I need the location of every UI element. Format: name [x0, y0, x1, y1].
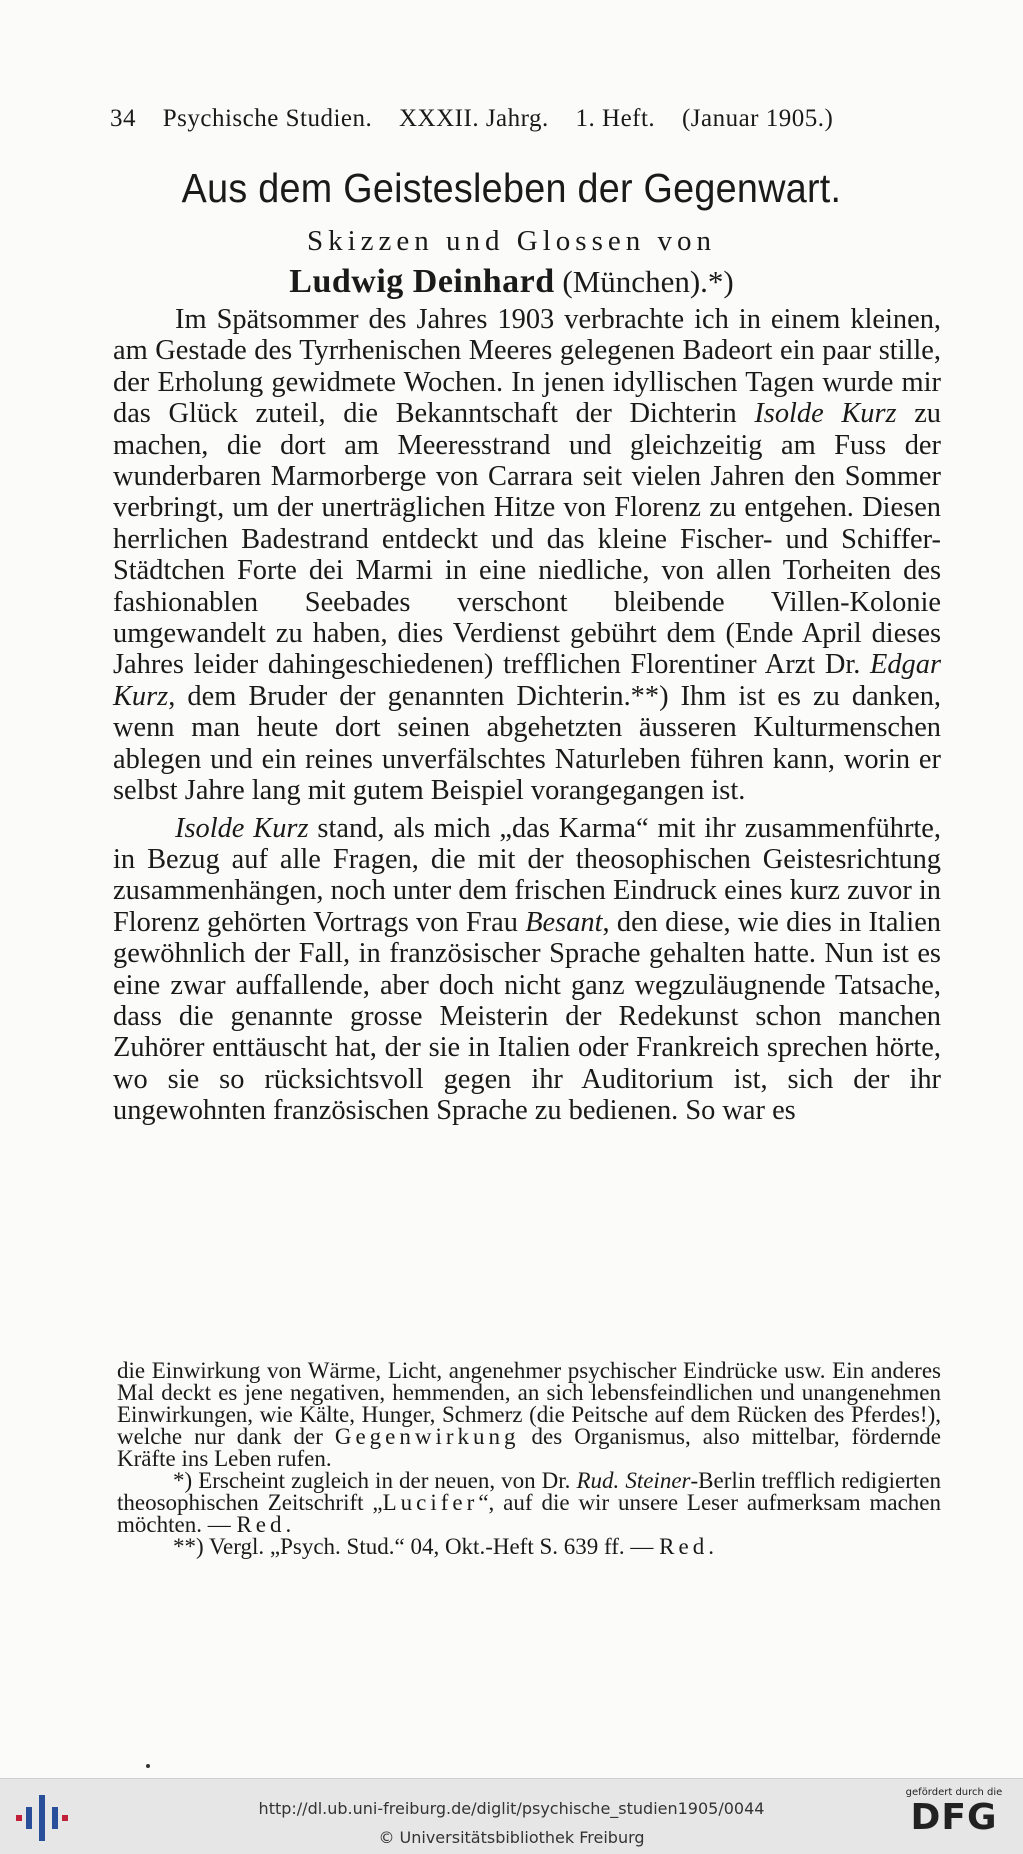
- dfg-logo: [899, 1787, 1009, 1849]
- person-name: Besant: [525, 906, 603, 938]
- article-title: Aus dem Geistesleben der Gegenwart.: [181, 165, 842, 211]
- footnote-2: **) Vergl. „Psych. Stud.“ 04, Okt.-Heft S. 639 ff. — Red.: [173, 1534, 718, 1559]
- running-header: [110, 105, 910, 133]
- article-body: [113, 304, 941, 1127]
- viewer-footer: [0, 1778, 1023, 1854]
- permalink-url[interactable]: http://dl.ub.uni-freiburg.de/diglit/psychische_studien1905/0044: [258, 1799, 765, 1818]
- author-name: Ludwig Deinhard: [289, 263, 555, 300]
- person-name: Edgar Kurz: [113, 649, 941, 712]
- person-name: Isolde Kurz: [754, 398, 897, 430]
- journal-name: Psychische Studien.: [162, 105, 373, 132]
- dfg-tagline: gefördert durch die: [905, 1787, 1003, 1798]
- author-suffix: (München).*): [562, 264, 734, 299]
- author-line: [0, 263, 1023, 301]
- footnote-continuation: die Einwirkung von Wärme, Licht, angenehmer psychischer Eindrücke usw. Ein anderes Mal deckt es jene negativen, hemmenden, an sich lebensfeindlichen und unangenehmen Einwirkungen, wie Kälte, Hunger, Schmerz (die Peitsche auf dem Rücken des Pferdes!), welche nur dank der Gegenwirkung des Organismus, also mittelbar, fördernde Kräfte ins Leben rufen.: [117, 1358, 941, 1471]
- dfg-wordmark: DFG: [910, 1797, 998, 1838]
- issue: 1. Heft.: [575, 105, 656, 132]
- paragraph-1: Im Spätsommer des Jahres 1903 verbrachte ich in einem kleinen, am Gestade des Tyrrhenischen Meeres gelegenen Badeort ein paar stille, der Erholung gewidmete Wochen. In jenen idyllischen Tagen wurde mir das Glück zuteil, die Bekanntschaft der Dichterin Isolde Kurz zu machen, die dort am Meeresstrand und gleichzeitig am Fuss der wunderbaren Marmorberge von Carrara seit vielen Jahren den Sommer verbringt, um der unerträglichen Hitze von Florenz zu entgehen. Diesen herrlichen Badestrand entdeckt und das kleine Fischer- und Schiffer-Städtchen Forte dei Marmi in eine niedliche, von allen Torheiten des fashionablen Seebades verschont bleibende Villen-Kolonie umgewandelt zu haben, dies Verdienst gebührt dem (Ende April dieses Jahres leider dahingeschiedenen) trefflichen Florentiner Arzt Dr. Edgar Kurz, dem Bruder der genannten Dichterin.**) Ihm ist es zu danken, wenn man heute dort seinen abgehetzten äusseren Kulturmenschen ablegen und ein reines unverfälschtes Naturleben führen kann, worin er selbst Jahre lang mit gutem Beispiel vorangegangen ist.: [113, 304, 942, 807]
- person-name: Isolde Kurz: [175, 812, 309, 844]
- volume: XXXII. Jahrg.: [399, 105, 549, 132]
- copyright-notice: © Universitätsbibliothek Freiburg: [378, 1828, 645, 1847]
- article-subtitle: Skizzen und Glossen von: [307, 225, 716, 257]
- footnote-1: *) Erscheint zugleich in der neuen, von Dr. Rud. Steiner-Berlin trefflich redigierten theosophischen Zeitschrift „Lucifer“, auf die wir unsere Leser aufmerksam machen möchten. — Red.: [117, 1468, 941, 1537]
- stray-mark: [146, 1764, 150, 1768]
- issue-date: (Januar 1905.): [681, 105, 834, 132]
- paragraph-2: Isolde Kurz stand, als mich „das Karma“ mit ihr zusammenführte, in Bezug auf alle Fragen, die mit der theosophischen Geistesrichtung zusammenhängen, noch unter dem frischen Eindruck eines kurz zuvor in Florenz gehörten Vortrags von Frau Besant, den diese, wie dies in Italien gewöhnlich der Fall, in französischer Sprache gehalten hatte. Nun ist es eine zwar auffallende, aber doch nicht ganz wegzuläugnende Tatsache, dass die genannte grosse Meisterin der Redekunst schon manchen Zuhörer enttäuscht hat, der sie in Italien oder Frankreich sprechen hörte, wo sie so rücksichtsvoll gegen ihr Auditorium ist, sich der ihr ungewohnten französischen Sprache zu bedienen. So war es: [113, 812, 941, 1127]
- footnotes: [117, 1360, 941, 1558]
- page-number: 34: [110, 105, 136, 132]
